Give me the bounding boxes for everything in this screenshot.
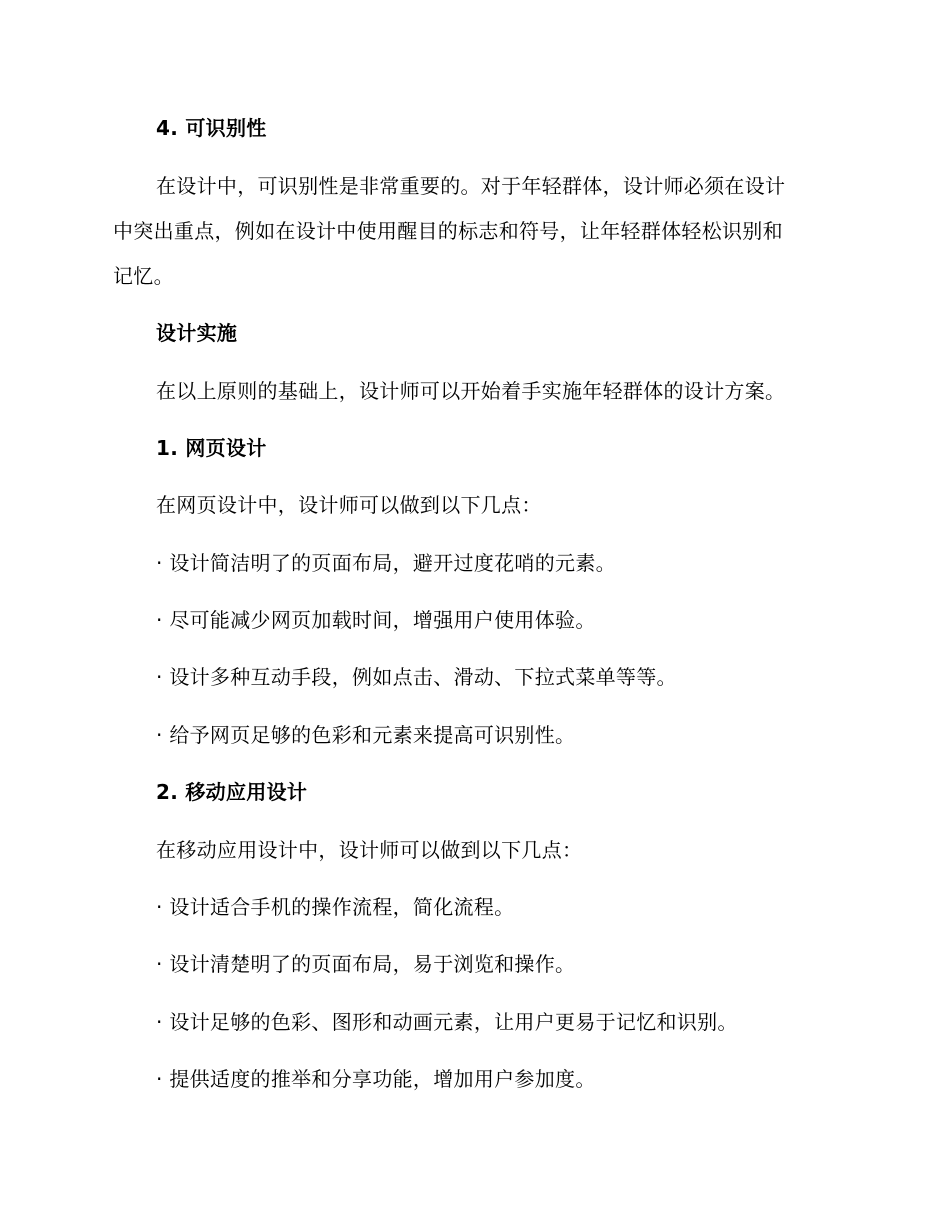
section-heading-recognizability: 4. 可识别性 bbox=[156, 116, 267, 140]
list-item: · 设计清楚明了的页面布局，易于浏览和操作。 bbox=[156, 952, 576, 976]
list-item: · 提供适度的推举和分享功能，增加用户参加度。 bbox=[156, 1067, 596, 1091]
list-item: · 设计多种互动手段，例如点击、滑动、下拉式菜单等等。 bbox=[156, 665, 677, 689]
section-heading-implementation: 设计实施 bbox=[156, 321, 238, 345]
web-design-intro: 在网页设计中，设计师可以做到以下几点： bbox=[156, 493, 542, 517]
list-item: · 给予网页足够的色彩和元素来提高可识别性。 bbox=[156, 723, 576, 747]
list-item: · 设计简洁明了的页面布局，避开过度花哨的元素。 bbox=[156, 551, 616, 575]
paragraph-line: 记忆。 bbox=[113, 264, 174, 288]
subsection-heading-mobile-design: 2. 移动应用设计 bbox=[156, 780, 308, 804]
mobile-design-intro: 在移动应用设计中，设计师可以做到以下几点： bbox=[156, 838, 583, 862]
paragraph-line: 在设计中，可识别性是非常重要的。对于年轻群体，设计师必须在设计 bbox=[156, 174, 786, 198]
subsection-heading-web-design: 1. 网页设计 bbox=[156, 436, 267, 460]
list-item: · 设计适合手机的操作流程，简化流程。 bbox=[156, 895, 515, 919]
list-item: · 设计足够的色彩、图形和动画元素，让用户更易于记忆和识别。 bbox=[156, 1010, 738, 1034]
paragraph-implementation: 在以上原则的基础上，设计师可以开始着手实施年轻群体的设计方案。 bbox=[156, 379, 786, 403]
list-item: · 尽可能减少网页加载时间，增强用户使用体验。 bbox=[156, 608, 596, 632]
paragraph-line: 中突出重点，例如在设计中使用醒目的标志和符号，让年轻群体轻松识别和 bbox=[113, 219, 783, 243]
